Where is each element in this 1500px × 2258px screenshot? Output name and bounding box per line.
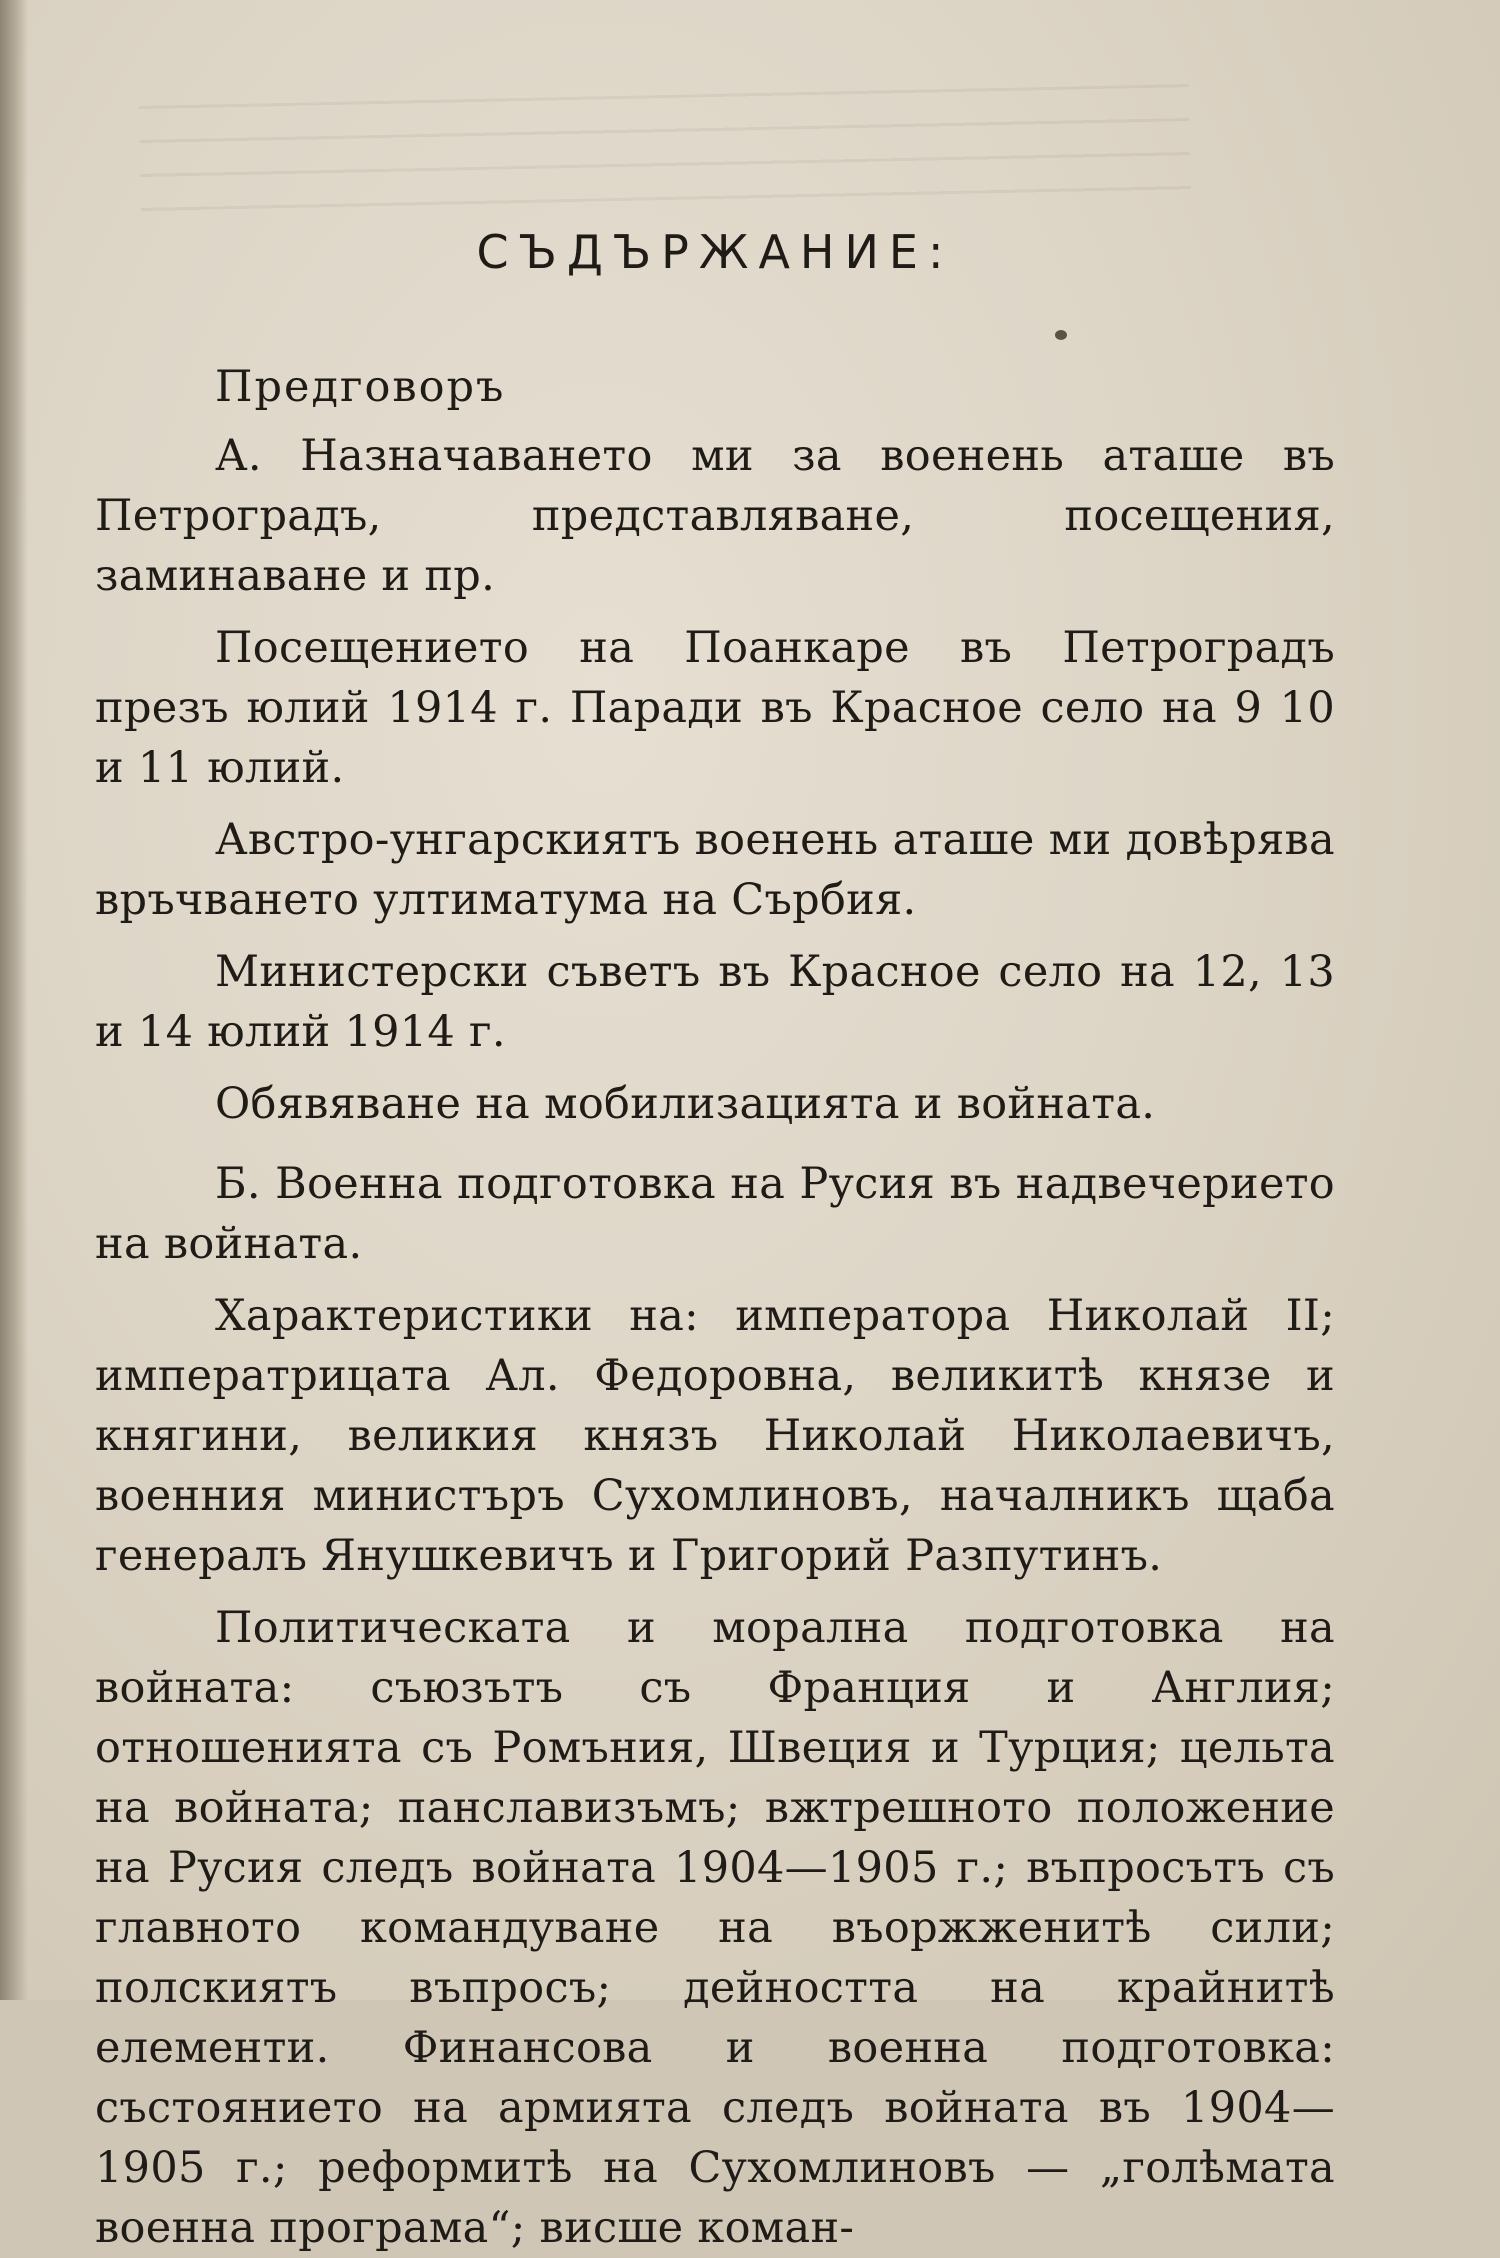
show-through-text (139, 84, 1191, 226)
preface-entry: Предговоръ (215, 362, 506, 412)
toc-entry-preparation: Политическата и морална подготовка на войната: съюзътъ съ Франция и Англия; отношенията съ Ромъния, Швеция и Турция; цельта на войната; панславизъмъ; вжтрешното положение на Русия следъ войната 1904—1905 г.; въпросътъ съ главното командуване на въоржженитѣ сили; полскиятъ въпросъ; дейността на крайнитѣ елементи. Финансова и военна подготовка: състоянието на армията следъ войната въ 1904—1905 г.; реформитѣ на Сухомлиновъ — „голѣмата военна програма“; висше коман- (95, 1603, 1335, 2253)
toc-entry-characteristics: Характеристики на: императора Николай II; императрицата Ал. Федоровна, великитѣ князе и княгини, великия князъ Николай Николаевичъ, военния министъръ Сухомлиновъ, началникъ щаба генералъ Янушкевичъ и Григорий Разпутинъ. (95, 1291, 1335, 1581)
ink-speck (1055, 330, 1067, 340)
toc-entry-mobilization: Обявяване на мобилизацията и войната. (215, 1079, 1156, 1129)
toc-entry-ultimatum: Австро-унгарскиятъ военень аташе ми довѣрява връчването ултиматума на Сърбия. (95, 815, 1335, 925)
page-gutter-shadow (0, 0, 28, 2000)
toc-entry-poincare: Посещението на Поанкаре въ Петроградъ презъ юлий 1914 г. Паради въ Красное село на 9 10 и 11 юлий. (95, 623, 1335, 793)
toc-entry-council: Министерски съветъ въ Красное село на 12, 13 и 14 юлий 1914 г. (95, 947, 1335, 1057)
toc-entry-a: А. Назначаването ми за военень аташе въ Петроградъ, представляване, посещения, заминаване и пр. (95, 431, 1335, 601)
toc-entry-b: Б. Военна подготовка на Русия въ надвечерието на войната. (95, 1159, 1335, 1269)
page-title: СЪДЪРЖАНИЕ: (476, 225, 954, 279)
contents-body (95, 426, 1335, 2258)
